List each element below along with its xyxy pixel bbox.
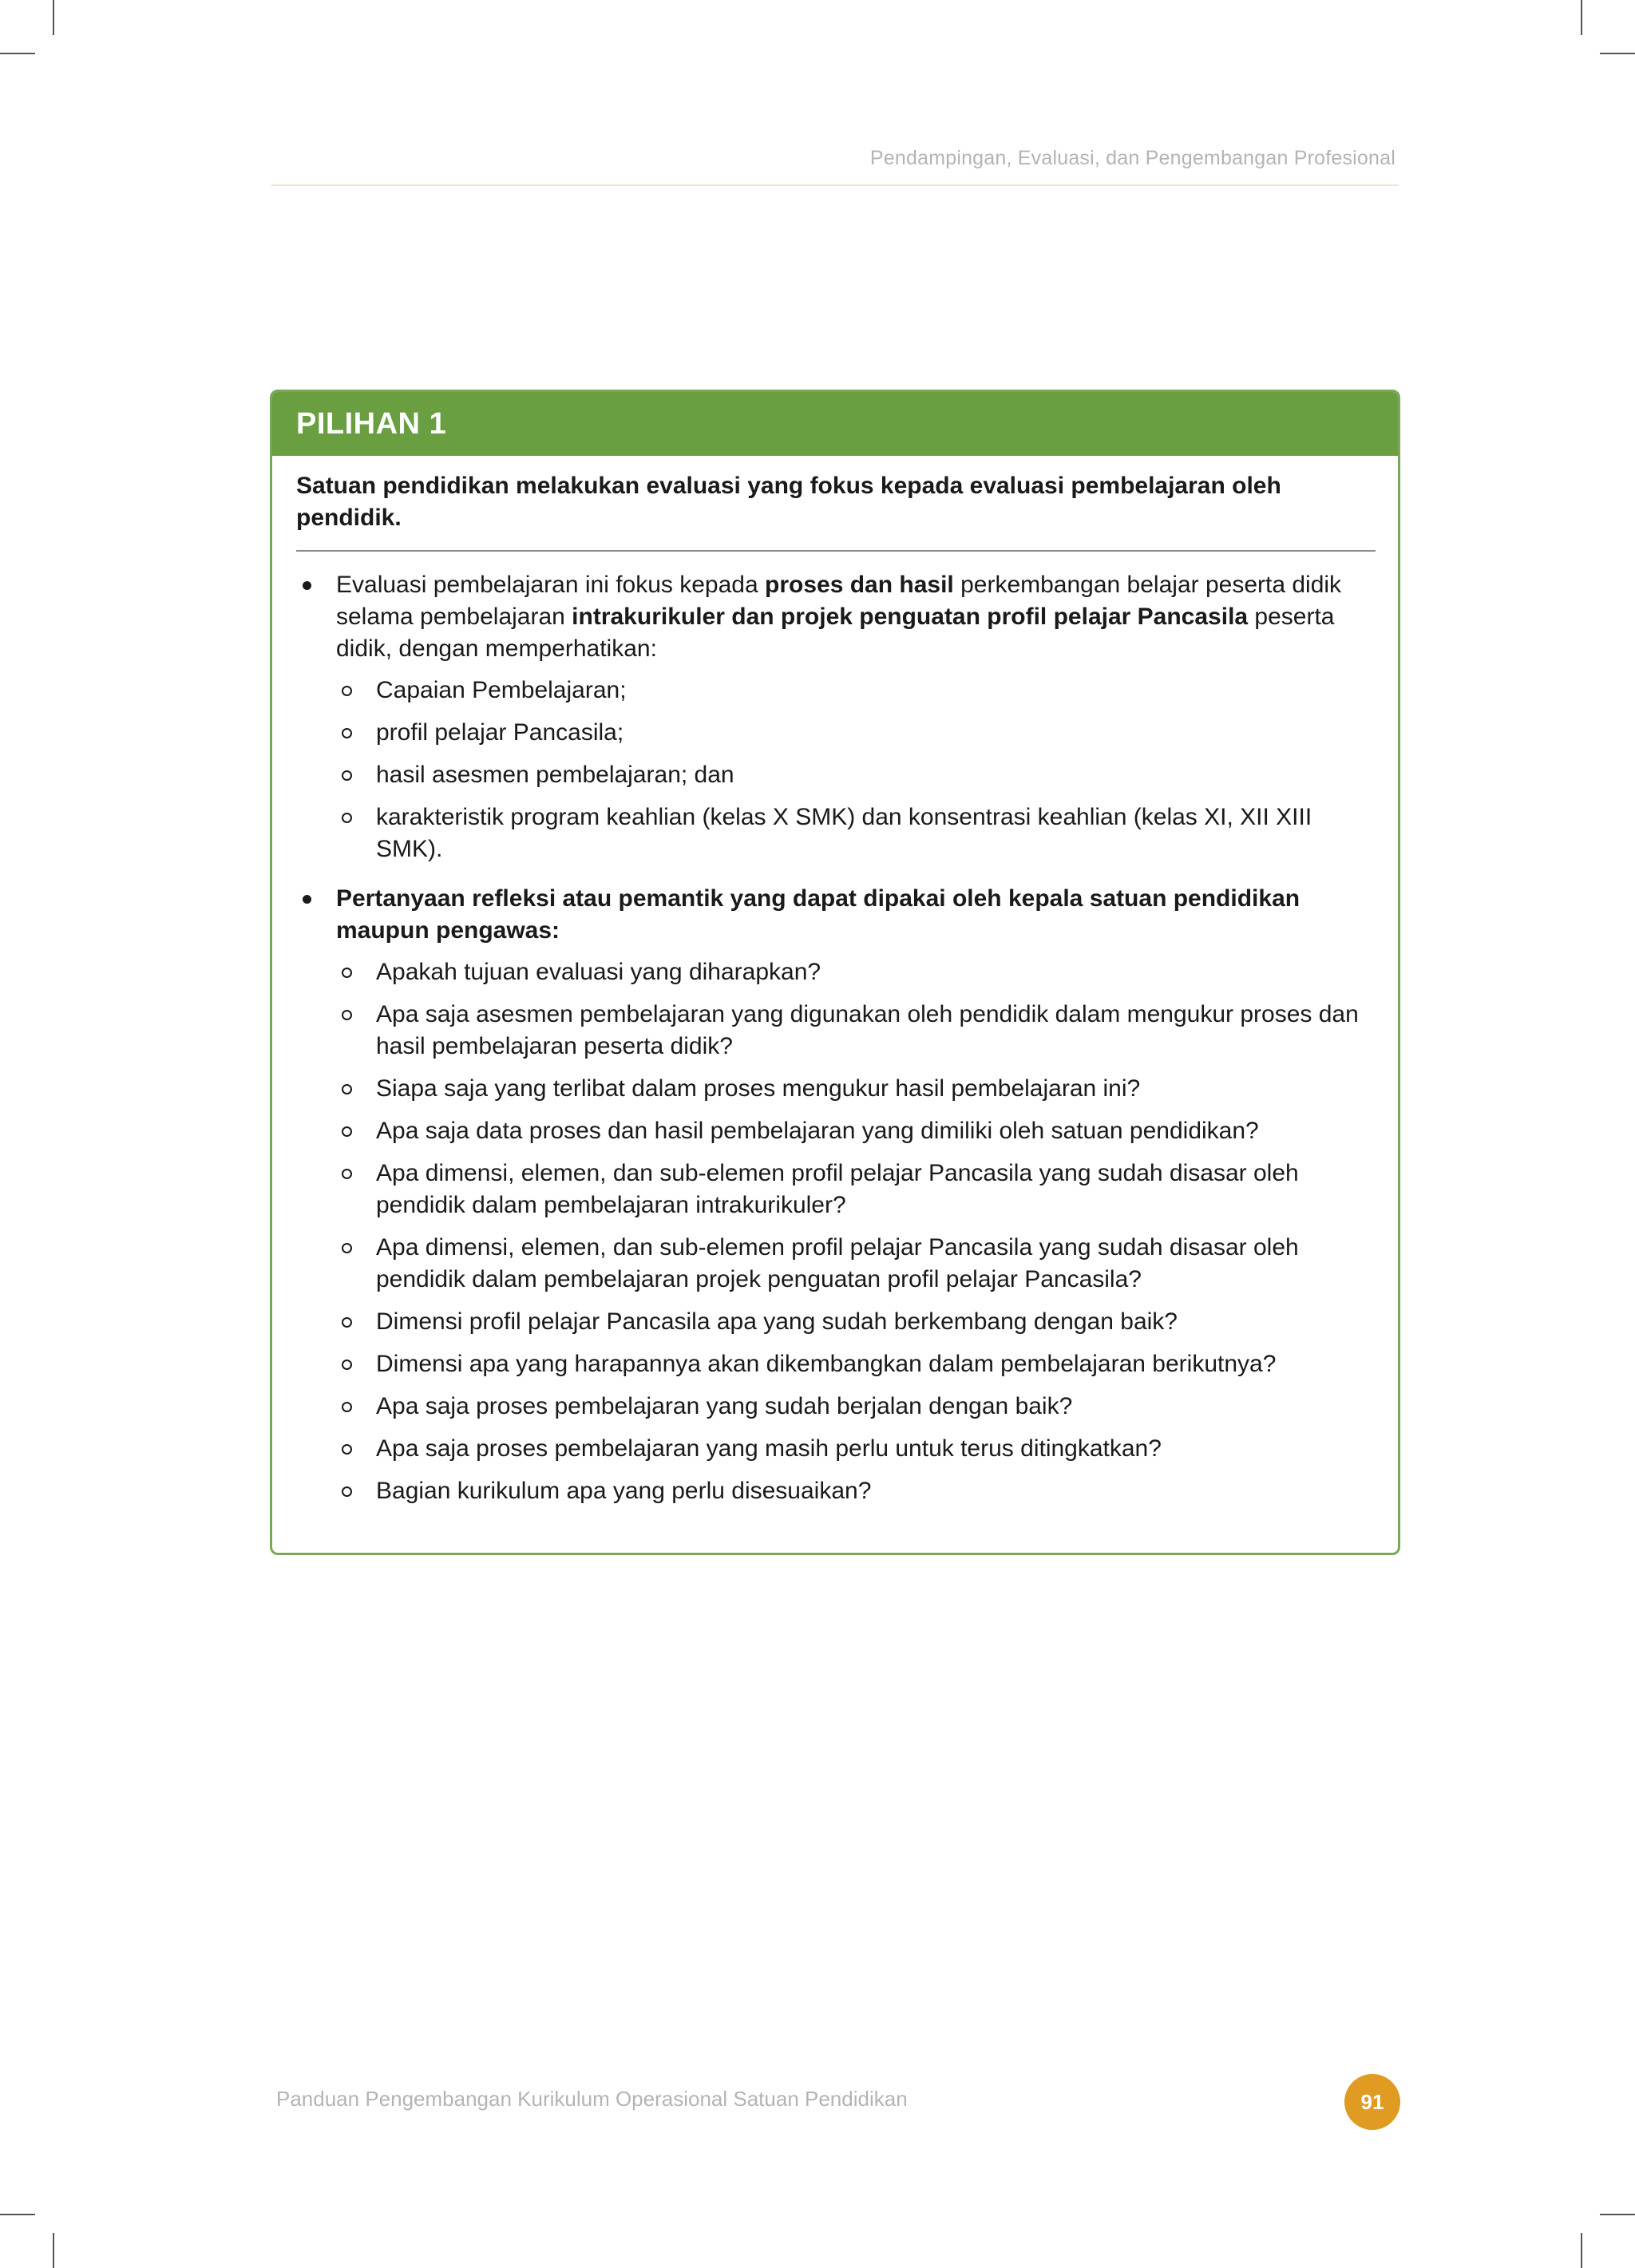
option-box (270, 390, 1400, 1555)
circle-bullet-icon (342, 1243, 352, 1253)
list-item-evaluation-focus (296, 569, 1374, 865)
sub-list-item-text: Apa saja proses pembelajaran yang masih perlu untuk terus ditingkatkan? (376, 1435, 1162, 1462)
running-footer: Panduan Pengembangan Kurikulum Operasional Satuan Pendidikan (276, 2087, 908, 2111)
crop-mark (1581, 2233, 1582, 2268)
sub-list-item (336, 1232, 1374, 1296)
bullet-icon (303, 895, 311, 904)
circle-bullet-icon (342, 1084, 352, 1094)
sub-list-item-text: Siapa saja yang terlibat dalam proses mengukur hasil pembelajaran ini? (376, 1075, 1141, 1102)
bold-text: intrakurikuler dan projek penguatan profil pelajar Pancasila (572, 604, 1249, 630)
crop-mark (53, 2233, 54, 2268)
sub-list-item (336, 759, 1374, 791)
crop-mark (1600, 2214, 1635, 2215)
circle-bullet-icon (342, 1169, 352, 1179)
bold-heading: Pertanyaan refleksi atau pemantik yang dapat dipakai oleh kepala satuan pendidikan maupun pengawas: (336, 885, 1300, 944)
crop-mark (53, 0, 54, 35)
circle-bullet-icon (342, 1010, 352, 1020)
sub-list (336, 956, 1374, 1507)
circle-bullet-icon (342, 1317, 352, 1328)
sub-list-item (336, 802, 1374, 865)
circle-bullet-icon (342, 770, 352, 781)
text-run: perkembangan belajar peserta didik selama pembelajaran (336, 572, 1342, 630)
crop-mark (0, 2214, 35, 2215)
crop-mark (0, 53, 35, 54)
sub-list-item (336, 717, 1374, 749)
running-header: Pendampingan, Evaluasi, dan Pengembangan Profesional (869, 147, 1395, 169)
header-divider (271, 184, 1399, 186)
option-box-body (272, 456, 1398, 1507)
sub-list-item-text: Apakah tujuan evaluasi yang diharapkan? (376, 959, 821, 985)
sub-list-item (336, 956, 1374, 988)
sub-list (336, 675, 1374, 865)
circle-bullet-icon (342, 1360, 352, 1370)
sub-list-item-text: Bagian kurikulum apa yang perlu disesuaikan? (376, 1478, 872, 1504)
page-number-badge: 91 (1344, 2074, 1400, 2130)
circle-bullet-icon (342, 1486, 352, 1497)
sub-list-item (336, 675, 1374, 707)
sub-list-item (336, 1073, 1374, 1105)
sub-list-item (336, 999, 1374, 1063)
circle-bullet-icon (342, 1402, 352, 1412)
sub-list-item (336, 1115, 1374, 1147)
circle-bullet-icon (342, 686, 352, 696)
sub-list-item (336, 1158, 1374, 1221)
intro-divider (296, 550, 1376, 552)
circle-bullet-icon (342, 728, 352, 738)
list-item-reflection-questions (296, 883, 1374, 1507)
circle-bullet-icon (342, 1126, 352, 1137)
sub-list-item-text: Capaian Pembelajaran; (376, 677, 627, 703)
circle-bullet-icon (342, 1444, 352, 1455)
sub-list-item (336, 1433, 1374, 1465)
option-box-header (272, 392, 1398, 456)
sub-list-item (336, 1475, 1374, 1507)
option-title: PILIHAN 1 (296, 406, 447, 441)
sub-list-item-text: Dimensi apa yang harapannya akan dikembangkan dalam pembelajaran berikutnya? (376, 1351, 1277, 1377)
bullet-icon (303, 581, 311, 590)
sub-list-item-text: hasil asesmen pembelajaran; dan (376, 762, 734, 788)
text-run: peserta didik, dengan memperhatikan: (336, 604, 1335, 662)
sub-list-item-text: Apa saja proses pembelajaran yang sudah berjalan dengan baik? (376, 1393, 1073, 1419)
option-intro: Satuan pendidikan melakukan evaluasi yang fokus kepada evaluasi pembelajaran oleh pendidik. (296, 473, 1281, 531)
sub-list-item (336, 1348, 1374, 1380)
crop-mark (1581, 0, 1582, 35)
sub-list-item-text: Apa saja asesmen pembelajaran yang digunakan oleh pendidik dalam mengukur proses dan hasil pembelajaran peserta didik? (376, 1001, 1359, 1059)
circle-bullet-icon (342, 813, 352, 823)
sub-list-item-text: profil pelajar Pancasila; (376, 719, 624, 746)
bold-text: proses dan hasil (765, 572, 954, 598)
crop-mark (1600, 53, 1635, 54)
sub-list-item (336, 1306, 1374, 1338)
sub-list-item-text: Apa dimensi, elemen, dan sub-elemen profil pelajar Pancasila yang sudah disasar oleh pendidik dalam pembelajaran intrakurikuler? (376, 1160, 1299, 1218)
sub-list-item-text: Apa saja data proses dan hasil pembelajaran yang dimiliki oleh satuan pendidikan? (376, 1118, 1259, 1144)
sub-list-item-text: karakteristik program keahlian (kelas X SMK) dan konsentrasi keahlian (kelas XI, XII XIII SMK). (376, 804, 1312, 862)
main-list (296, 569, 1374, 1507)
circle-bullet-icon (342, 968, 352, 978)
sub-list-item-text: Dimensi profil pelajar Pancasila apa yang sudah berkembang dengan baik? (376, 1308, 1178, 1335)
text-run: Evaluasi pembelajaran ini fokus kepada (336, 572, 765, 598)
sub-list-item-text: Apa dimensi, elemen, dan sub-elemen profil pelajar Pancasila yang sudah disasar oleh pendidik dalam pembelajaran projek penguatan profil pelajar Pancasila? (376, 1234, 1299, 1292)
sub-list-item (336, 1391, 1374, 1423)
